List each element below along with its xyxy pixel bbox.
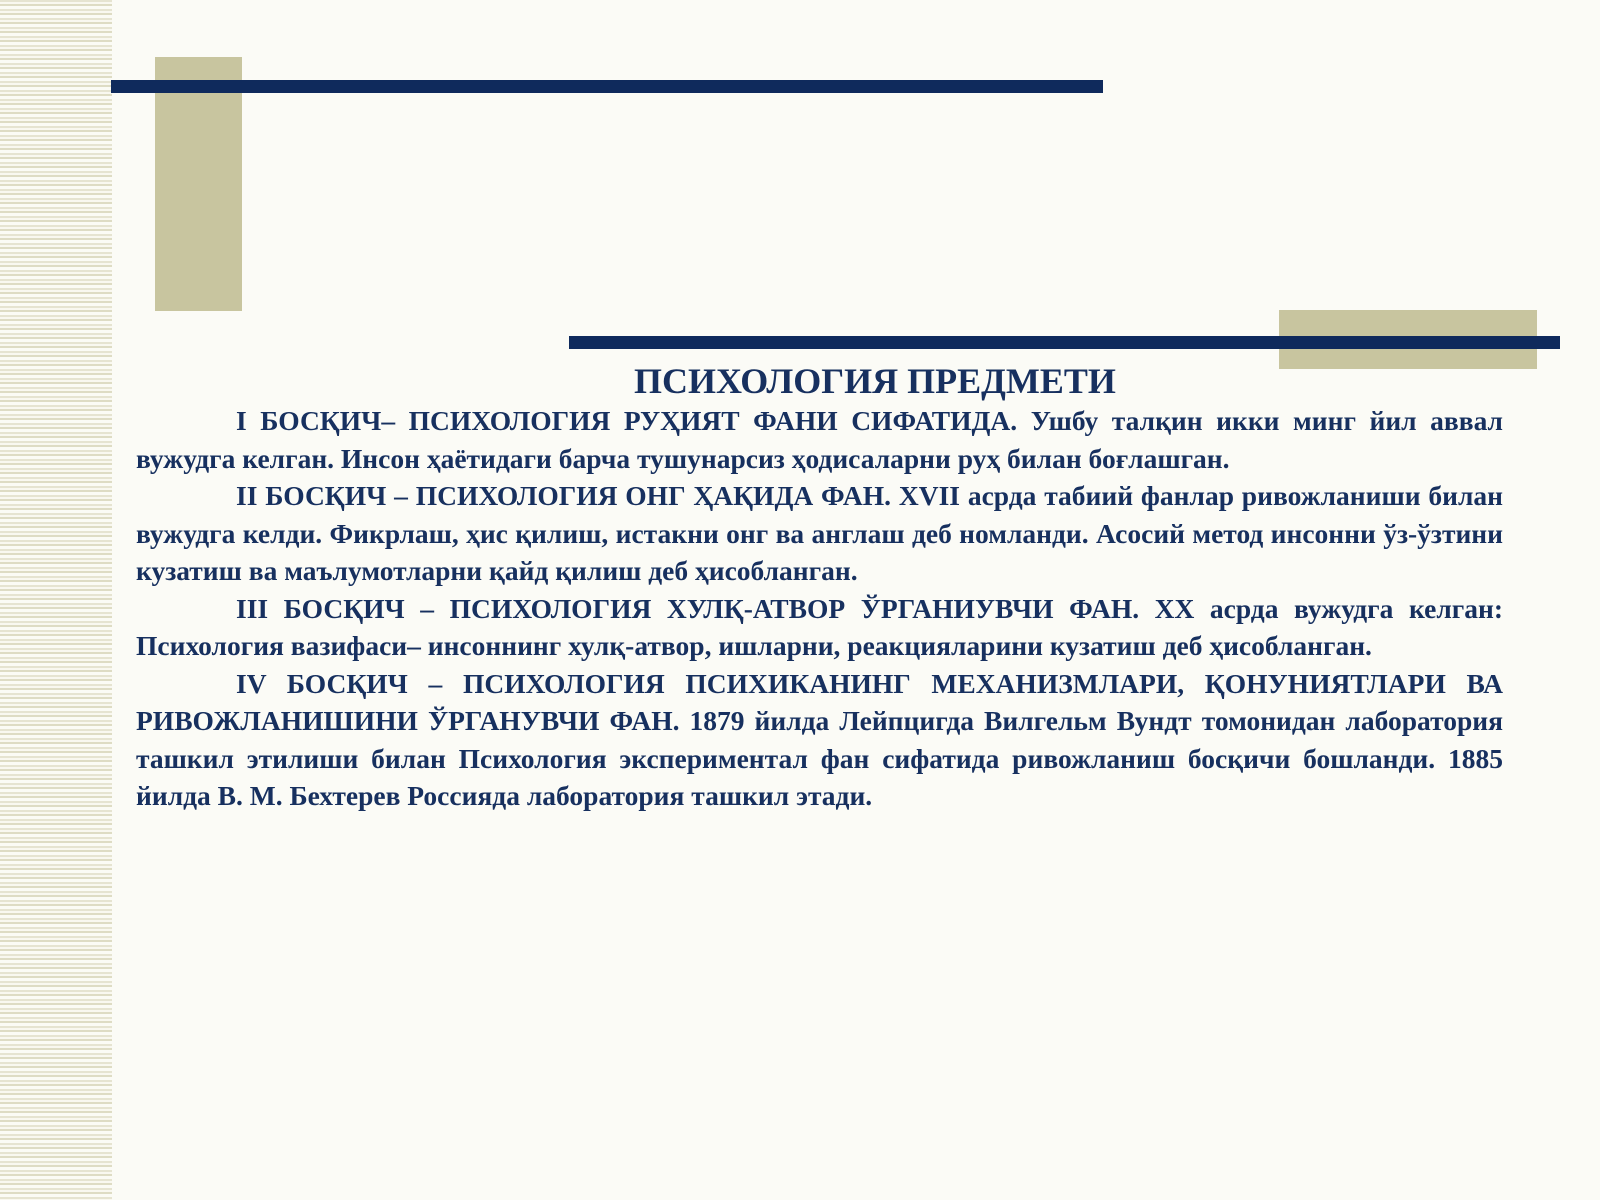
decorative-navy-rule-top	[111, 80, 1103, 93]
stage-4-paragraph: IV БОСҚИЧ – ПСИХОЛОГИЯ ПСИХИКАНИНГ МЕХАНИЗМЛАРИ, ҚОНУНИЯТЛАРИ ВА РИВОЖЛАНИШИНИ ЎРГАНУВЧИ ФАН. 1879 йилда Лейпцигда Вилгельм Вундт томонидан лаборатория ташкил этилиши билан Психология экспериментал фан сифатида ривожланиш босқичи бошланди. 1885 йилда В. М. Бехтерев Россияда лаборатория ташкил этади.	[136, 667, 1503, 811]
stage-3-paragraph: III БОСҚИЧ – ПСИХОЛОГИЯ ХУЛҚ-АТВОР ЎРГАНИУВЧИ ФАН. XX асрда вужудга келган: Психология вазифаси– инсоннинг хулқ-атвор, ишларни, реакцияларини кузатиш деб ҳисобланган.	[136, 592, 1503, 661]
decorative-navy-rule-right	[569, 336, 1560, 349]
slide-body	[136, 402, 1503, 815]
stage-1-paragraph: I БОСҚИЧ– ПСИХОЛОГИЯ РУҲИЯТ ФАНИ СИФАТИДА. Ушбу талқин икки минг йил аввал вужудга келган. Инсон ҳаётидаги барча тушунарсиз ҳодисаларни руҳ билан боғлашган.	[136, 405, 1503, 474]
slide-title: ПСИХОЛОГИЯ ПРЕДМЕТИ	[634, 361, 1116, 401]
decorative-olive-block-top	[155, 57, 242, 311]
decorative-stripes	[0, 0, 112, 1200]
stage-2-paragraph: II БОСҚИЧ – ПСИХОЛОГИЯ ОНГ ҲАҚИДА ФАН. XVII асрда табиий фанлар ривожланиши билан вужудга келди. Фикрлаш, ҳис қилиш, истакни онг ва англаш деб номланди. Асосий метод инсонни ўз-ўзтини кузатиш ва маълумотларни қайд қилиш деб ҳисобланган.	[136, 480, 1503, 586]
